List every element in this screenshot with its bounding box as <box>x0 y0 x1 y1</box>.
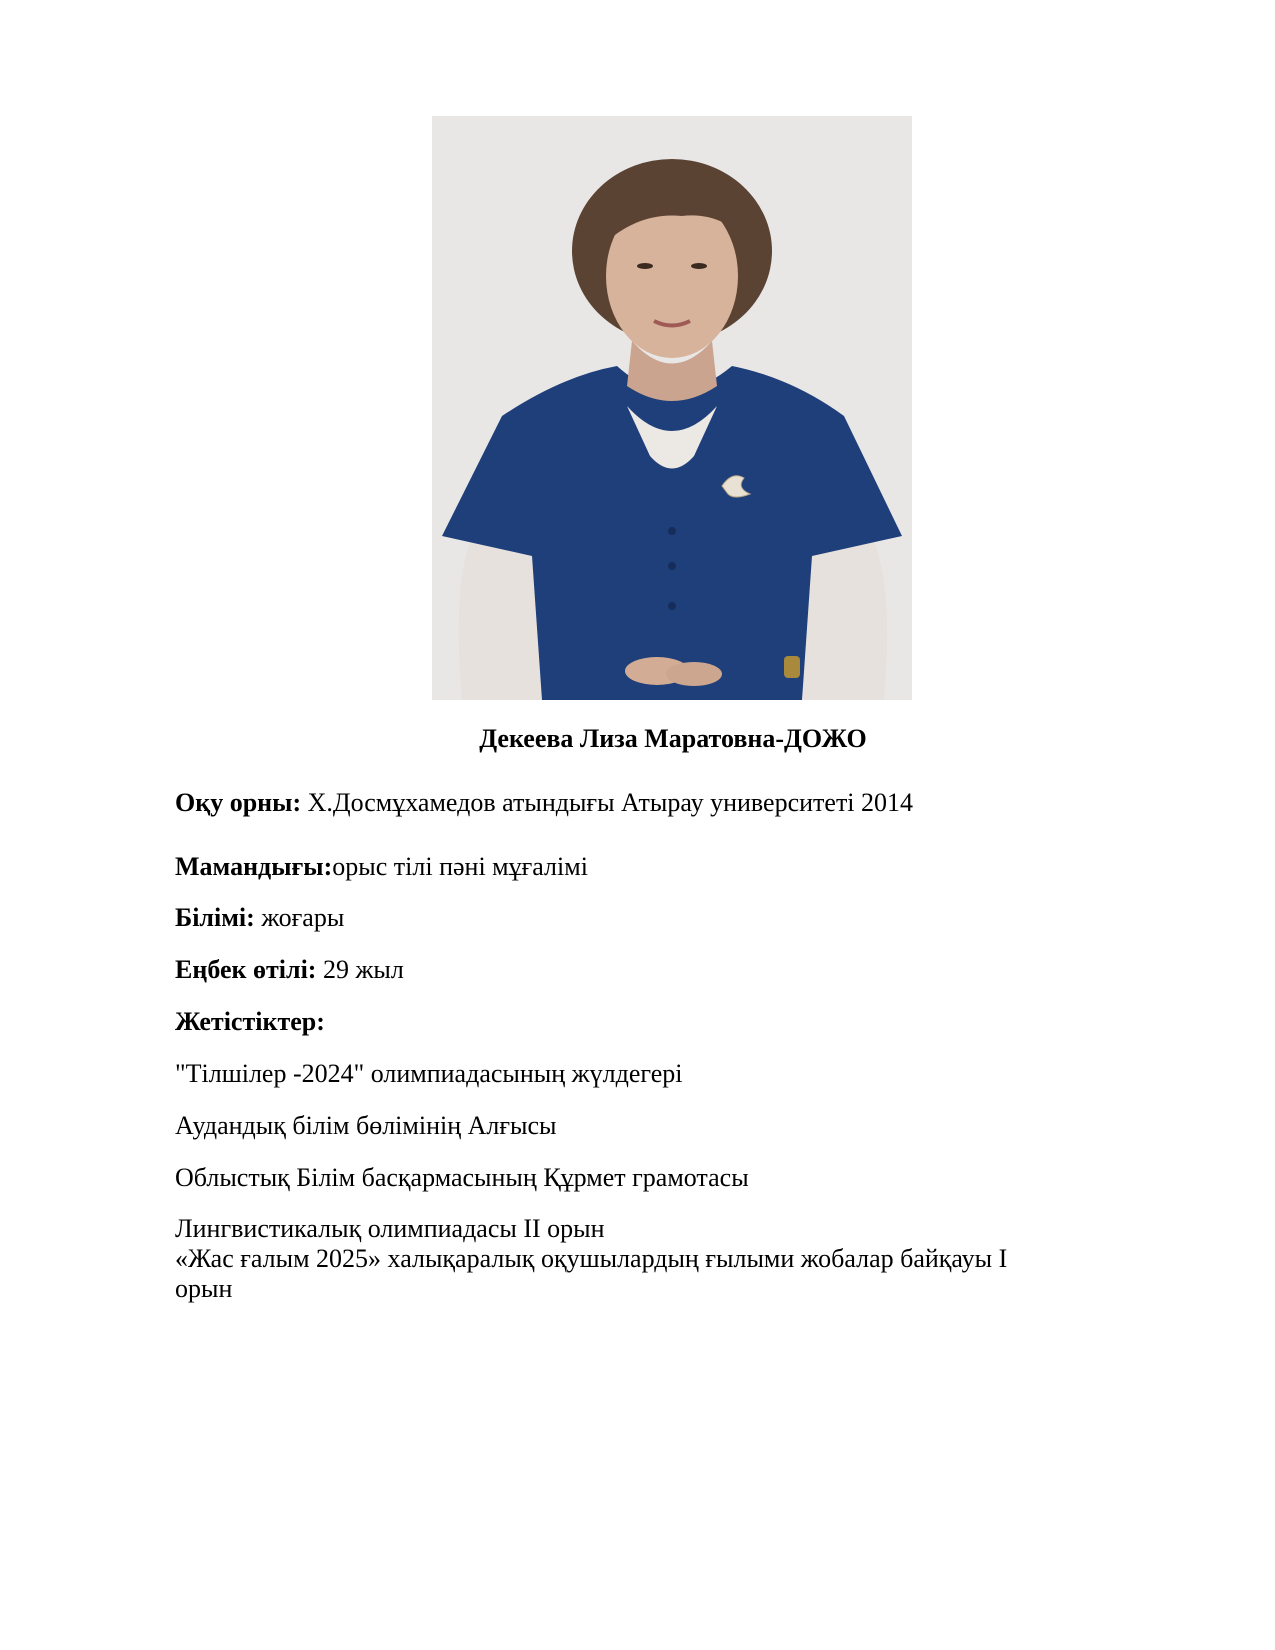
achievements-heading <box>175 1007 325 1037</box>
experience-label: Еңбек өтілі: <box>175 955 317 984</box>
achievement-item: Лингвистикалық олимпиадасы II орын <box>175 1214 605 1243</box>
achievement-item: «Жас ғалым 2025» халықаралық оқушылардың ғылыми жобалар байқауы I <box>175 1244 1008 1273</box>
experience-value: 29 жыл <box>316 955 404 984</box>
education-place-row <box>175 788 913 818</box>
portrait-photo <box>432 116 912 700</box>
specialty-row <box>175 852 588 882</box>
achievement-item: Облыстық Білім басқармасының Құрмет грамотасы <box>175 1163 749 1192</box>
specialty-label: Мамандығы: <box>175 852 333 881</box>
experience-row <box>175 955 404 985</box>
achievement-item: Аудандық білім бөлімінің Алғысы <box>175 1111 557 1140</box>
achievement-item-continued: орын <box>175 1274 233 1303</box>
education-level-label: Білімі: <box>175 903 255 932</box>
teacher-name: Декеева Лиза Маратовна-ДОЖО <box>479 724 867 753</box>
specialty-value: орыс тілі пәні мұғалімі <box>332 852 588 881</box>
achievement-item: "Тілшілер -2024" олимпиадасының жүлдегері <box>175 1059 683 1088</box>
education-place-label: Оқу орны: <box>175 788 302 817</box>
education-level-row <box>175 903 344 933</box>
education-level-value: жоғары <box>254 903 345 932</box>
education-place-value: Х.Досмұхамедов атындығы Атырау университеті 2014 <box>301 788 914 817</box>
achievements-label: Жетістіктер: <box>175 1007 325 1036</box>
